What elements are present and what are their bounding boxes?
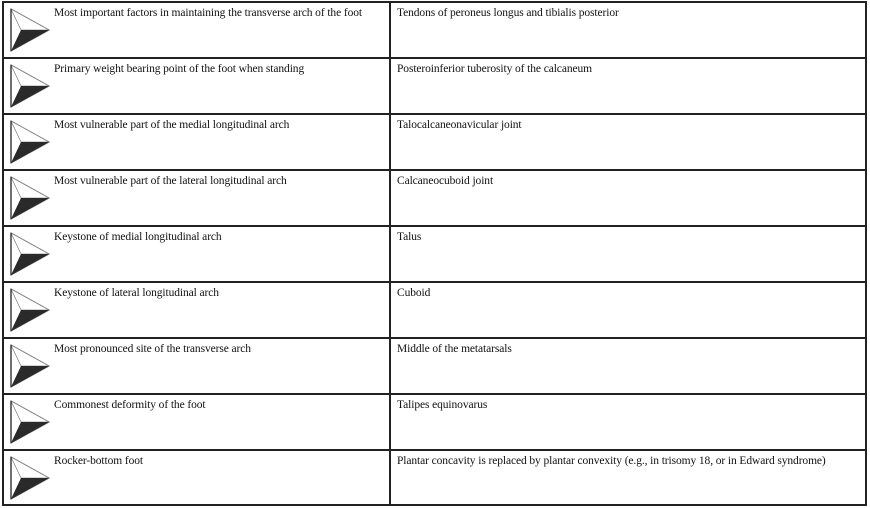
feature-text: Keystone of medial longitudinal arch	[54, 231, 222, 243]
triangle-pointer-icon	[9, 455, 51, 501]
answer-cell	[391, 339, 865, 393]
feature-text: Most important factors in maintaining the transverse arch of the foot	[54, 7, 362, 19]
table-row	[4, 395, 865, 451]
answer-cell	[391, 115, 865, 169]
answer-text: Calcaneocuboid joint	[397, 175, 494, 187]
feature-cell	[4, 3, 391, 57]
answer-text: Tendons of peroneus longus and tibialis posterior	[397, 7, 619, 19]
answer-cell	[391, 59, 865, 113]
answer-cell	[391, 171, 865, 225]
feature-cell	[4, 339, 391, 393]
feature-text: Most pronounced site of the transverse arch	[54, 343, 251, 355]
answer-text: Talipes equinovarus	[397, 399, 488, 411]
feature-text: Rocker-bottom foot	[54, 455, 143, 467]
answer-text: Cuboid	[397, 287, 431, 299]
triangle-pointer-icon	[9, 63, 51, 109]
feature-text: Primary weight bearing point of the foot when standing	[54, 63, 305, 75]
feature-cell	[4, 451, 391, 504]
triangle-pointer-icon	[9, 175, 51, 221]
table-row	[4, 171, 865, 227]
feature-text: Most vulnerable part of the medial longitudinal arch	[54, 119, 290, 131]
feature-text: Commonest deformity of the foot	[54, 399, 206, 411]
answer-text: Talocalcaneonavicular joint	[397, 119, 522, 131]
feature-cell	[4, 227, 391, 281]
answer-cell	[391, 451, 865, 504]
triangle-pointer-icon	[9, 399, 51, 445]
answer-cell	[391, 283, 865, 337]
feature-cell	[4, 115, 391, 169]
table-row	[4, 3, 865, 59]
triangle-pointer-icon	[9, 231, 51, 277]
feature-text: Keystone of lateral longitudinal arch	[54, 287, 219, 299]
table-row	[4, 227, 865, 283]
answer-text: Posteroinferior tuberosity of the calcaneum	[397, 63, 592, 75]
answer-text: Middle of the metatarsals	[397, 343, 512, 355]
fact-table	[2, 1, 867, 506]
table-row	[4, 115, 865, 171]
feature-cell	[4, 283, 391, 337]
answer-cell	[391, 227, 865, 281]
answer-cell	[391, 3, 865, 57]
answer-cell	[391, 395, 865, 449]
feature-cell	[4, 171, 391, 225]
feature-cell	[4, 59, 391, 113]
triangle-pointer-icon	[9, 7, 51, 53]
table-row	[4, 283, 865, 339]
triangle-pointer-icon	[9, 343, 51, 389]
table-row	[4, 451, 865, 504]
table-row	[4, 59, 865, 115]
feature-text: Most vulnerable part of the lateral longitudinal arch	[54, 175, 287, 187]
triangle-pointer-icon	[9, 287, 51, 333]
answer-text: Talus	[397, 231, 422, 243]
triangle-pointer-icon	[9, 119, 51, 165]
table-row	[4, 339, 865, 395]
feature-cell	[4, 395, 391, 449]
answer-text: Plantar concavity is replaced by plantar convexity (e.g., in trisomy 18, or in Edward syndrome)	[397, 455, 826, 467]
